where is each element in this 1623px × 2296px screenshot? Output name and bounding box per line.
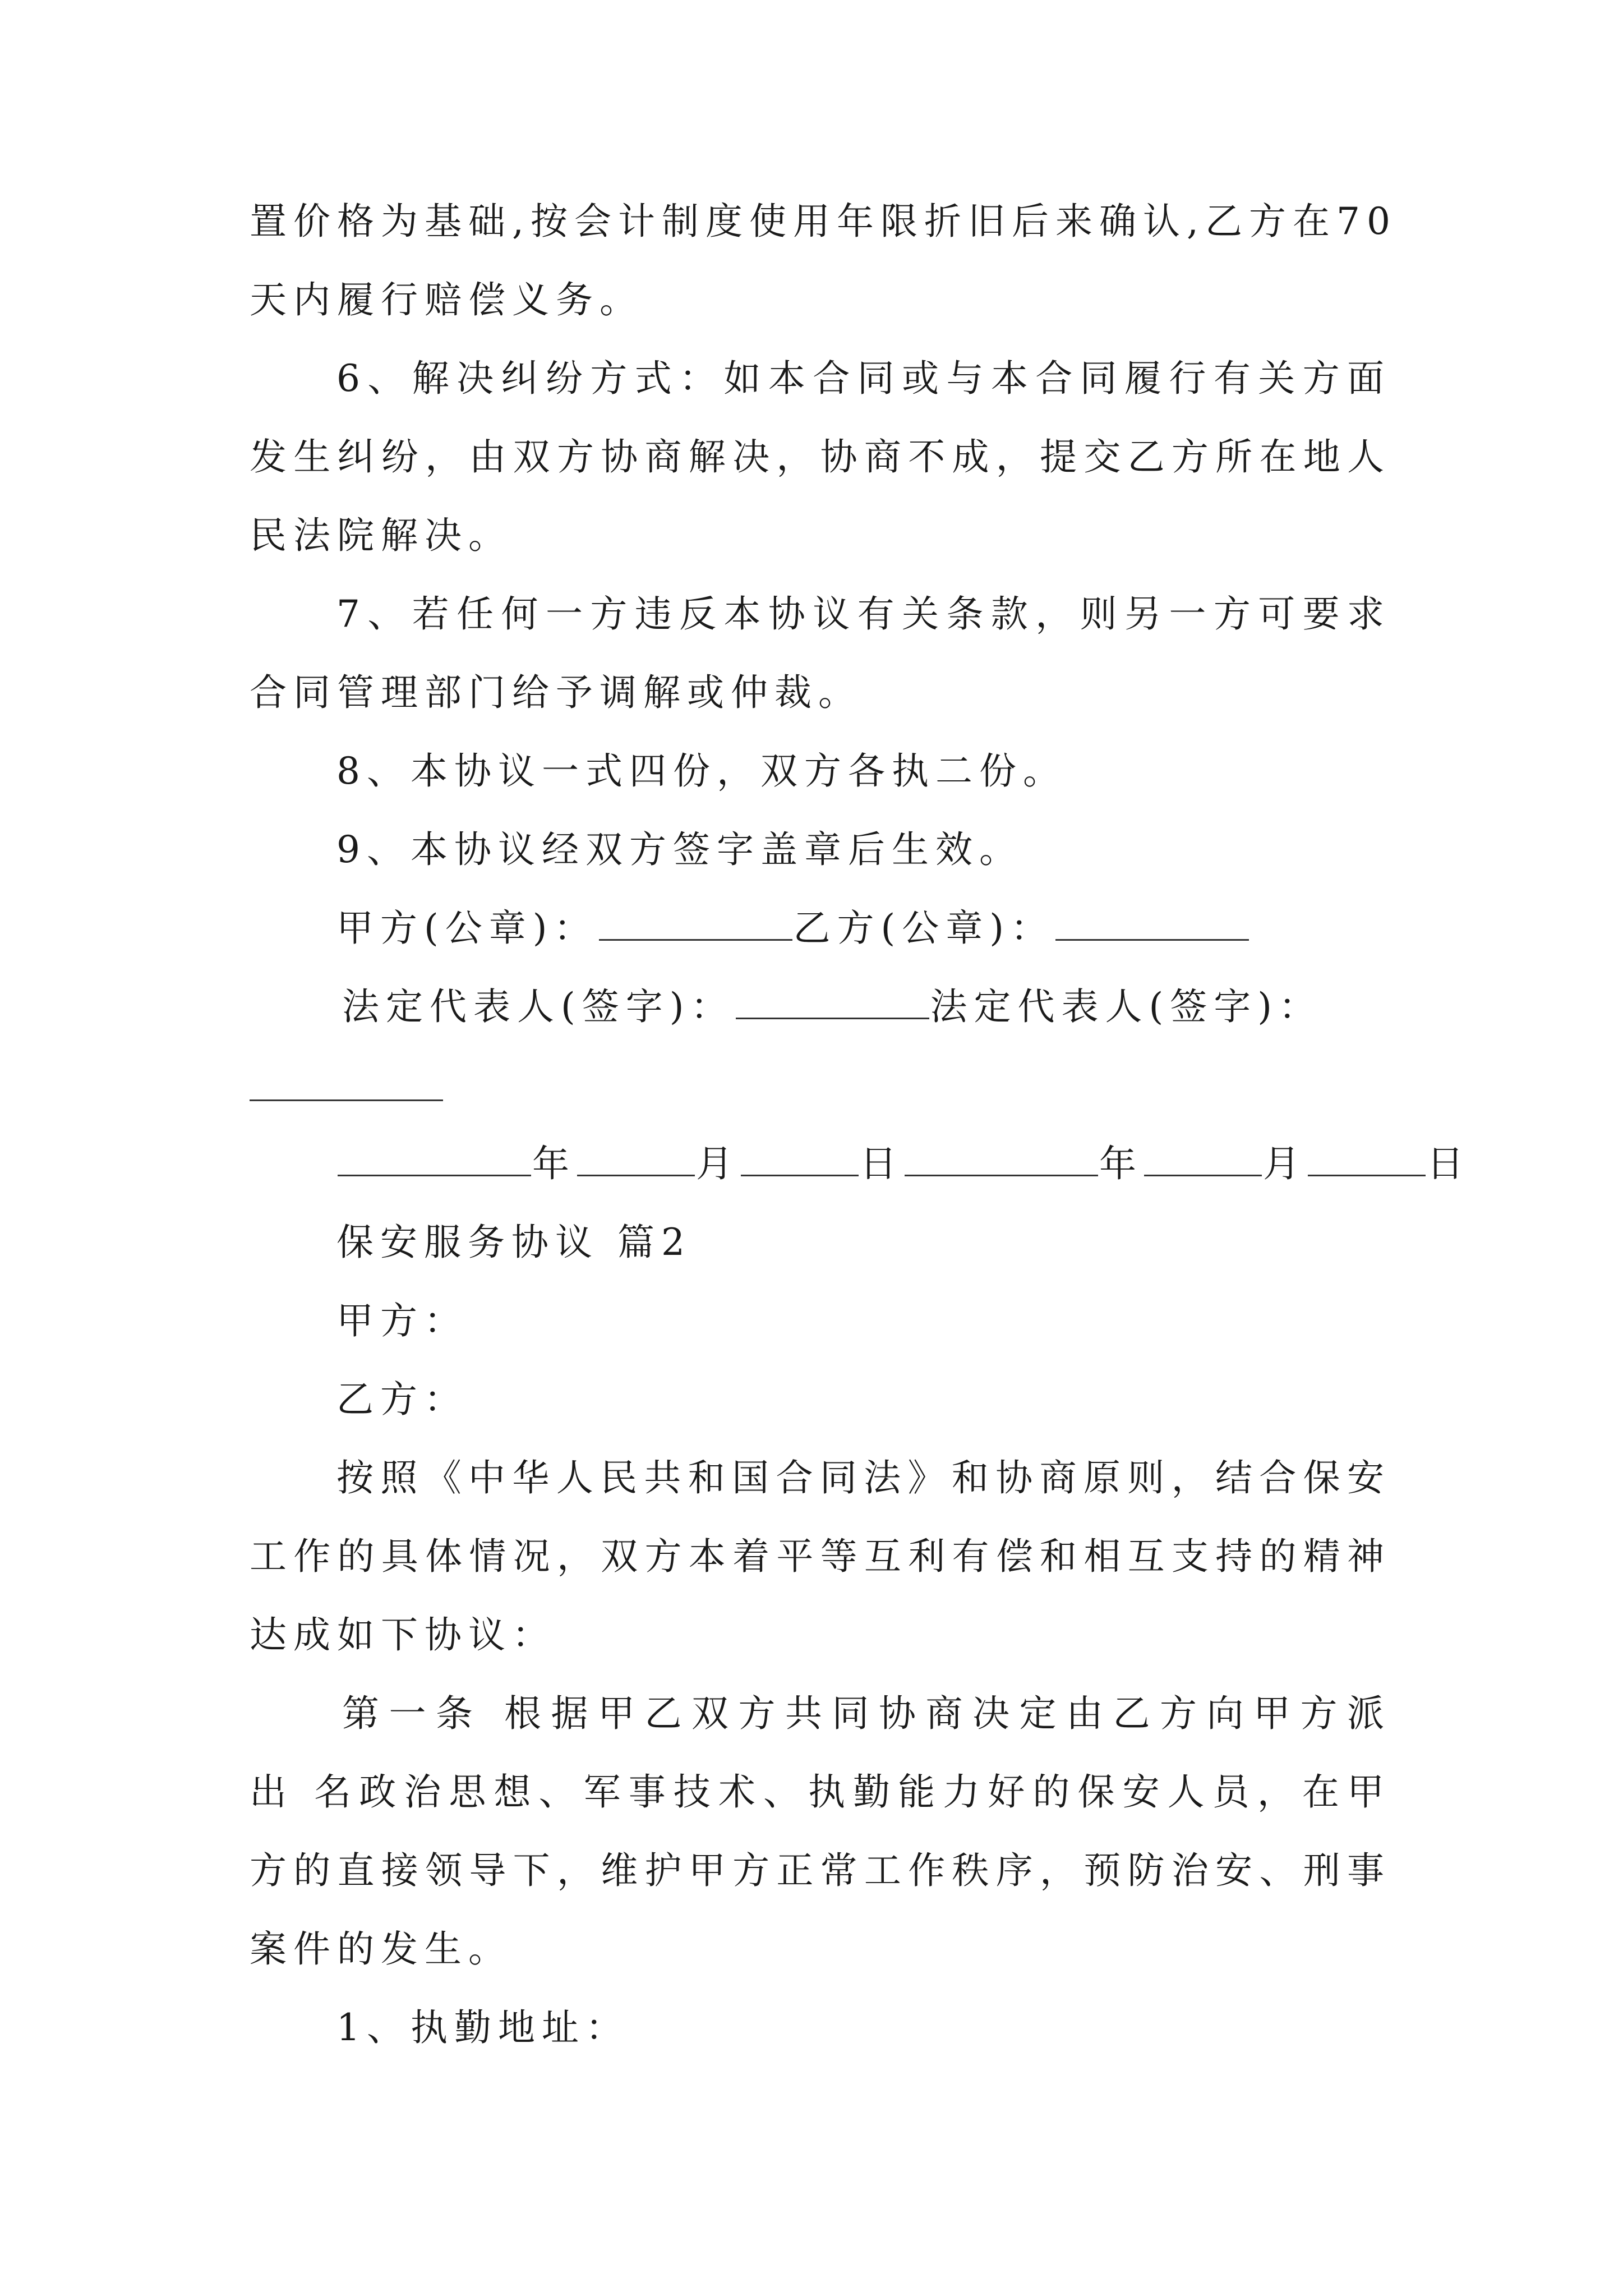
year-label: 年 — [532, 1142, 576, 1185]
rep-a-blank[interactable] — [736, 1015, 929, 1019]
month-label: 月 — [696, 1142, 740, 1185]
party-b-seal-label: 乙方(公章)： — [793, 907, 1054, 950]
date-row — [336, 1139, 1470, 1189]
rep-a-label: 法定代表人(签字)： — [342, 985, 735, 1028]
clause-6: 6、解决纠纷方式：如本合同或与本合同履行有关方面 — [336, 357, 1391, 400]
clause-7: 7、若任何一方违反本协议有关条款，则另一方可要求 — [336, 592, 1391, 636]
intro-paragraph: 按照《中华人民共和国合同法》和协商原则，结合保安 — [336, 1456, 1391, 1499]
paragraph-line: 达成如下协议： — [250, 1613, 556, 1657]
month-a-blank[interactable] — [577, 1172, 695, 1176]
year-label: 年 — [1099, 1142, 1143, 1185]
paragraph-line: 民法院解决。 — [250, 514, 512, 557]
article-1: 第一条 根据甲乙双方共同协商决定由乙方向甲方派 — [342, 1692, 1391, 1735]
clause-8: 8、本协议一式四份，双方各执二份。 — [336, 749, 1067, 793]
paragraph-line: 发生纠纷，由双方协商解决，协商不成，提交乙方所在地人 — [250, 435, 1391, 478]
paragraph-line: 出 名政治思想、军事技术、执勤能力好的保安人员，在甲 — [250, 1770, 1391, 1814]
section-title: 保安服务协议 篇2 — [336, 1221, 691, 1264]
seal-row — [336, 903, 1250, 954]
rep-b-blank[interactable] — [250, 1099, 443, 1101]
item-1: 1、执勤地址： — [336, 2006, 629, 2049]
year-b-blank[interactable] — [905, 1172, 1098, 1176]
party-b-label: 乙方： — [336, 1378, 468, 1421]
paragraph-line: 置价格为基础,按会计制度使用年限折旧后来确认,乙方在70 — [250, 200, 1397, 243]
day-label: 日 — [860, 1142, 903, 1185]
party-a-seal-blank[interactable] — [599, 937, 792, 941]
paragraph-line: 方的直接领导下，维护甲方正常工作秩序，预防治安、刑事 — [250, 1849, 1391, 1892]
paragraph-line: 工作的具体情况，双方本着平等互利有偿和相互支持的精神 — [250, 1535, 1391, 1578]
paragraph-line: 天内履行赔偿义务。 — [250, 278, 643, 321]
rep-b-label: 法定代表人(签字)： — [930, 985, 1322, 1028]
paragraph-line: 合同管理部门给予调解或仲裁。 — [250, 671, 862, 714]
clause-9: 9、本协议经双方签字盖章后生效。 — [336, 828, 1023, 871]
day-label: 日 — [1427, 1142, 1470, 1185]
day-b-blank[interactable] — [1308, 1172, 1426, 1176]
month-b-blank[interactable] — [1144, 1172, 1262, 1176]
month-label: 月 — [1263, 1142, 1307, 1185]
representative-row — [342, 982, 1322, 1032]
party-b-seal-blank[interactable] — [1055, 937, 1249, 941]
paragraph-line: 案件的发生。 — [250, 1927, 512, 1971]
party-a-seal-label: 甲方(公章)： — [336, 907, 598, 950]
party-a-label: 甲方： — [336, 1299, 468, 1342]
year-a-blank[interactable] — [338, 1172, 531, 1176]
day-a-blank[interactable] — [741, 1172, 859, 1176]
